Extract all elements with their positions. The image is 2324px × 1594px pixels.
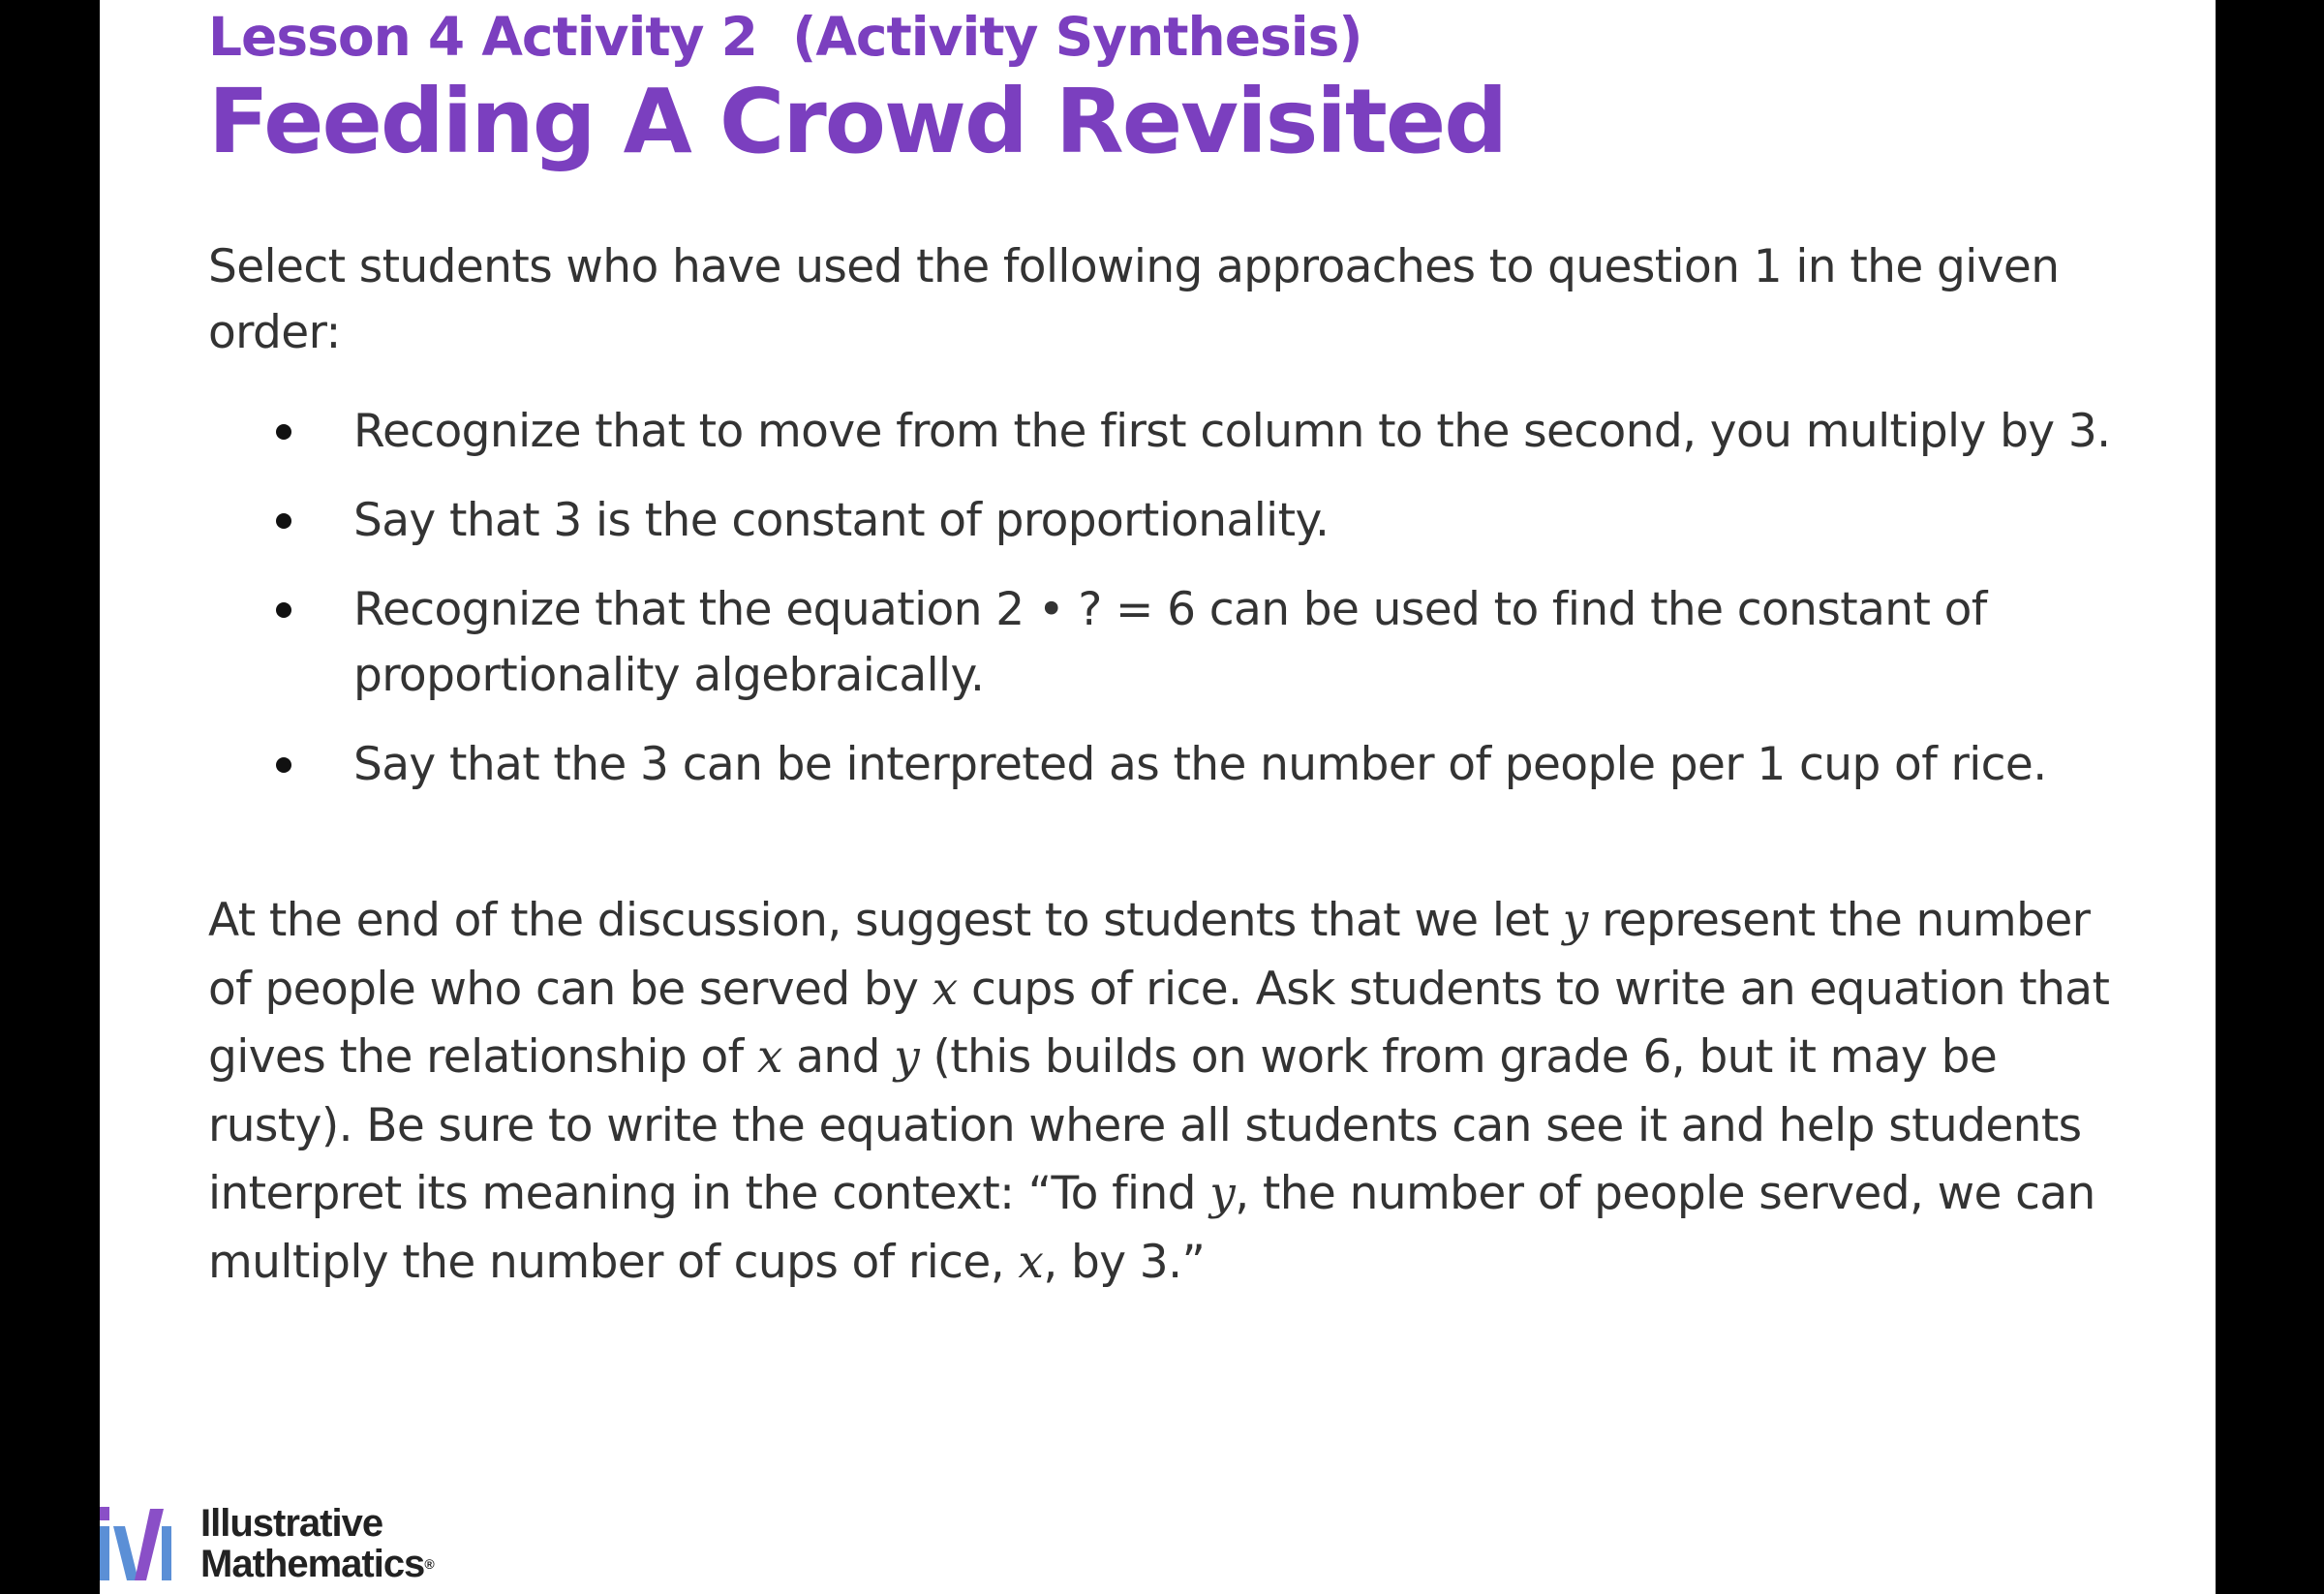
illustrative-mathematics-logo <box>100 1499 468 1586</box>
list-item <box>208 488 2145 554</box>
variable-x: x <box>1018 1235 1044 1289</box>
list-item <box>208 577 2145 709</box>
list-item-text: Say that the 3 can be interpreted as the number of people per 1 cup of rice. <box>353 738 2047 791</box>
closing-paragraph <box>208 887 2125 1297</box>
closing-text: , by 3.” <box>1043 1235 1206 1289</box>
closing-text: (this builds on work from grade 6, but it may be rusty). Be sure to write the equation where all students can see it and help students interpret its meaning in the context: “To find <box>208 1030 2082 1220</box>
closing-text: cups of rice. Ask students to write an equation that gives the relationship of <box>208 962 2110 1084</box>
slide-title: Feeding A Crowd Revisited <box>208 70 1507 173</box>
intro-paragraph: Select students who have used the following approaches to question 1 in the given order: <box>208 240 2060 359</box>
slide <box>100 0 2216 1594</box>
list-item-text: Recognize that to move from the first column to the second, you multiply by 3. <box>353 405 2111 458</box>
lesson-label: Lesson 4 Activity 2 (Activity Synthesis) <box>208 6 1362 68</box>
bullet-icon <box>276 513 291 529</box>
variable-y: y <box>1209 1167 1236 1220</box>
variable-x: x <box>756 1030 782 1084</box>
closing-text: , the number of people served, we can multiply the number of cups of rice, <box>208 1167 2095 1289</box>
logo-line-2 <box>200 1544 434 1584</box>
closing-text: At the end of the discussion, suggest to students that we let <box>208 894 1563 947</box>
bullet-icon <box>276 602 291 618</box>
logo-line-1: Illustrative <box>200 1502 383 1545</box>
list-item-text: Recognize that the equation 2 • ? = 6 can be used to find the constant of proportionality algebraically. <box>353 583 1987 702</box>
logo-wordmark <box>200 1503 434 1584</box>
closing-text: and <box>781 1030 895 1084</box>
list-item-text: Say that 3 is the constant of proportionality. <box>353 494 1330 547</box>
logo-line-2-text: Mathematics <box>200 1543 425 1585</box>
bullet-icon <box>276 757 291 773</box>
im-logo-icon <box>100 1505 187 1582</box>
registered-mark: ® <box>424 1556 434 1572</box>
closing-text: represent the number of people who can be served by <box>208 894 2091 1016</box>
variable-y: y <box>894 1030 920 1084</box>
approaches-list <box>208 399 2145 821</box>
bullet-icon <box>276 424 291 440</box>
list-item <box>208 732 2145 798</box>
variable-y: y <box>1562 894 1588 947</box>
list-item <box>208 399 2145 465</box>
variable-x: x <box>932 962 958 1016</box>
